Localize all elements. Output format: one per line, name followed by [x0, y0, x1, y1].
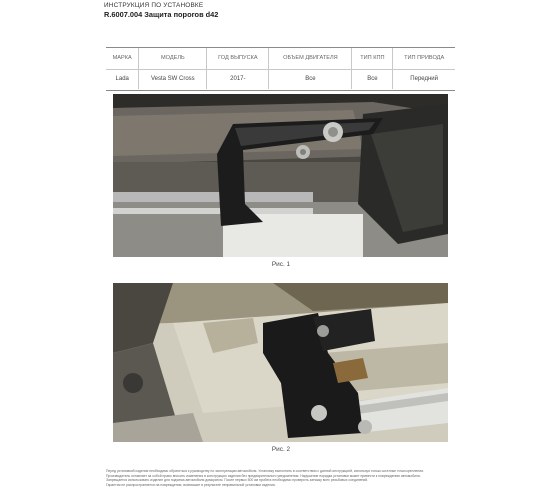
figure-2-caption: Рис. 2: [271, 446, 291, 453]
footer-notes: [106, 469, 455, 487]
footer-line: Перед установкой изделия необходимо обратиться к руководству по эксплуатации автомобиля. Установку выполнять в соответствии с данной инструкцией, используя только штатные точки крепления.: [106, 469, 424, 473]
photo-bracket-mount-1: [113, 94, 448, 257]
value-make: Lada: [115, 75, 129, 82]
document-header: [104, 2, 464, 20]
table-header-row: [106, 48, 455, 69]
value-engine: Все: [269, 69, 352, 89]
value-year: 2017-: [207, 69, 269, 89]
value-transmission: Все: [352, 69, 393, 89]
value-drive: Передний: [393, 69, 455, 89]
document-title: R.6007.004 Защита порогов d42: [104, 10, 219, 19]
column-make: МАРКА: [112, 55, 132, 62]
table-bottom-rule: [106, 90, 455, 91]
value-model: Vesta SW Cross: [139, 69, 207, 89]
column-model: МОДЕЛЬ: [139, 48, 207, 69]
photo-bracket-mount-2: [113, 283, 448, 442]
column-drive: ТИП ПРИВОДА: [393, 48, 455, 69]
footer-line: Запрещается использовать изделие для подъема автомобиля домкратом. После первых 500 км пробега необходимо проверить затяжку всех резьбовых соединений.: [106, 478, 369, 483]
table-value-row: [106, 69, 455, 89]
photo-2-illustration: [113, 283, 448, 442]
document-subtitle: ИНСТРУКЦИЯ ПО УСТАНОВКЕ: [104, 2, 204, 9]
column-year: ГОД ВЫПУСКА: [207, 48, 269, 69]
table-mid-rule: [106, 69, 455, 70]
footer-line: Гарантия не распространяется на повреждения, возникшие в результате неправильной установки изделия.: [106, 482, 276, 487]
photo-1-illustration: [113, 94, 448, 257]
footer-line: Производитель оставляет за собой право вносить изменения в конструкцию изделия без предварительного уведомления. Нарушение порядка установки может привести к повреждению автомобиля.: [106, 473, 421, 478]
column-transmission: ТИП КПП: [352, 48, 393, 69]
figure-1-caption: Рис. 1: [271, 261, 291, 268]
column-engine: ОБЪЕМ ДВИГАТЕЛЯ: [269, 48, 352, 69]
